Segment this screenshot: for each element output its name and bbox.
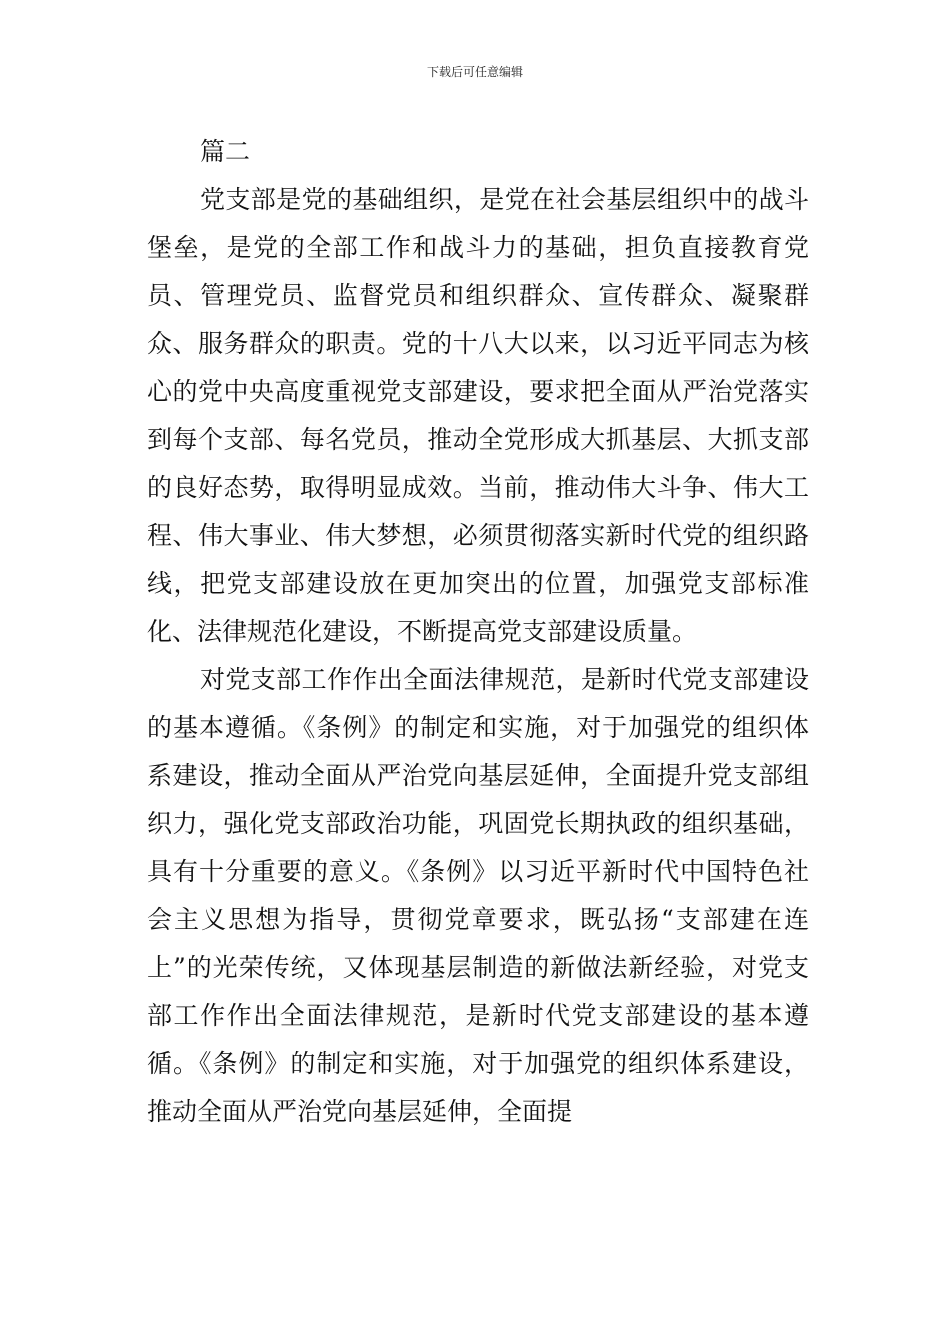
document-body xyxy=(147,128,809,1136)
section-title: 篇二 xyxy=(200,137,251,166)
page-header-note: 下载后可任意编辑 xyxy=(426,65,523,79)
body-paragraph: 党支部是党的基础组织，是党在社会基层组织中的战斗堡垒，是党的全部工作和战斗力的基础，担负直接教育党员、管理党员、监督党员和组织群众、宣传群众、凝聚群众、服务群众的职责。党的十八大以来，以习近平同志为核心的党中央高度重视党支部建设，要求把全面从严治党落实到每个支部、每名党员，推动全党形成大抓基层、大抓支部的良好态势，取得明显成效。当前，推动伟大斗争、伟大工程、伟大事业、伟大梦想，必须贯彻落实新时代党的组织路线，把党支部建设放在更加突出的位置，加强党支部标准化、法律规范化建设，不断提高党支部建设质量。 xyxy=(147,185,809,646)
body-paragraph: 对党支部工作作出全面法律规范，是新时代党支部建设的基本遵循。《条例》的制定和实施，对于加强党的组织体系建设，推动全面从严治党向基层延伸，全面提升党支部组织力，强化党支部政治功能，巩固党长期执政的组织基础，具有十分重要的意义。《条例》以习近平新时代中国特色社会主义思想为指导，贯彻党章要求，既弘扬“支部建在连上”的光荣传统，又体现基层制造的新做法新经验，对党支部工作作出全面法律规范，是新时代党支部建设的基本遵循。《条例》的制定和实施，对于加强党的组织体系建设，推动全面从严治党向基层延伸，全面提 xyxy=(147,665,809,1126)
